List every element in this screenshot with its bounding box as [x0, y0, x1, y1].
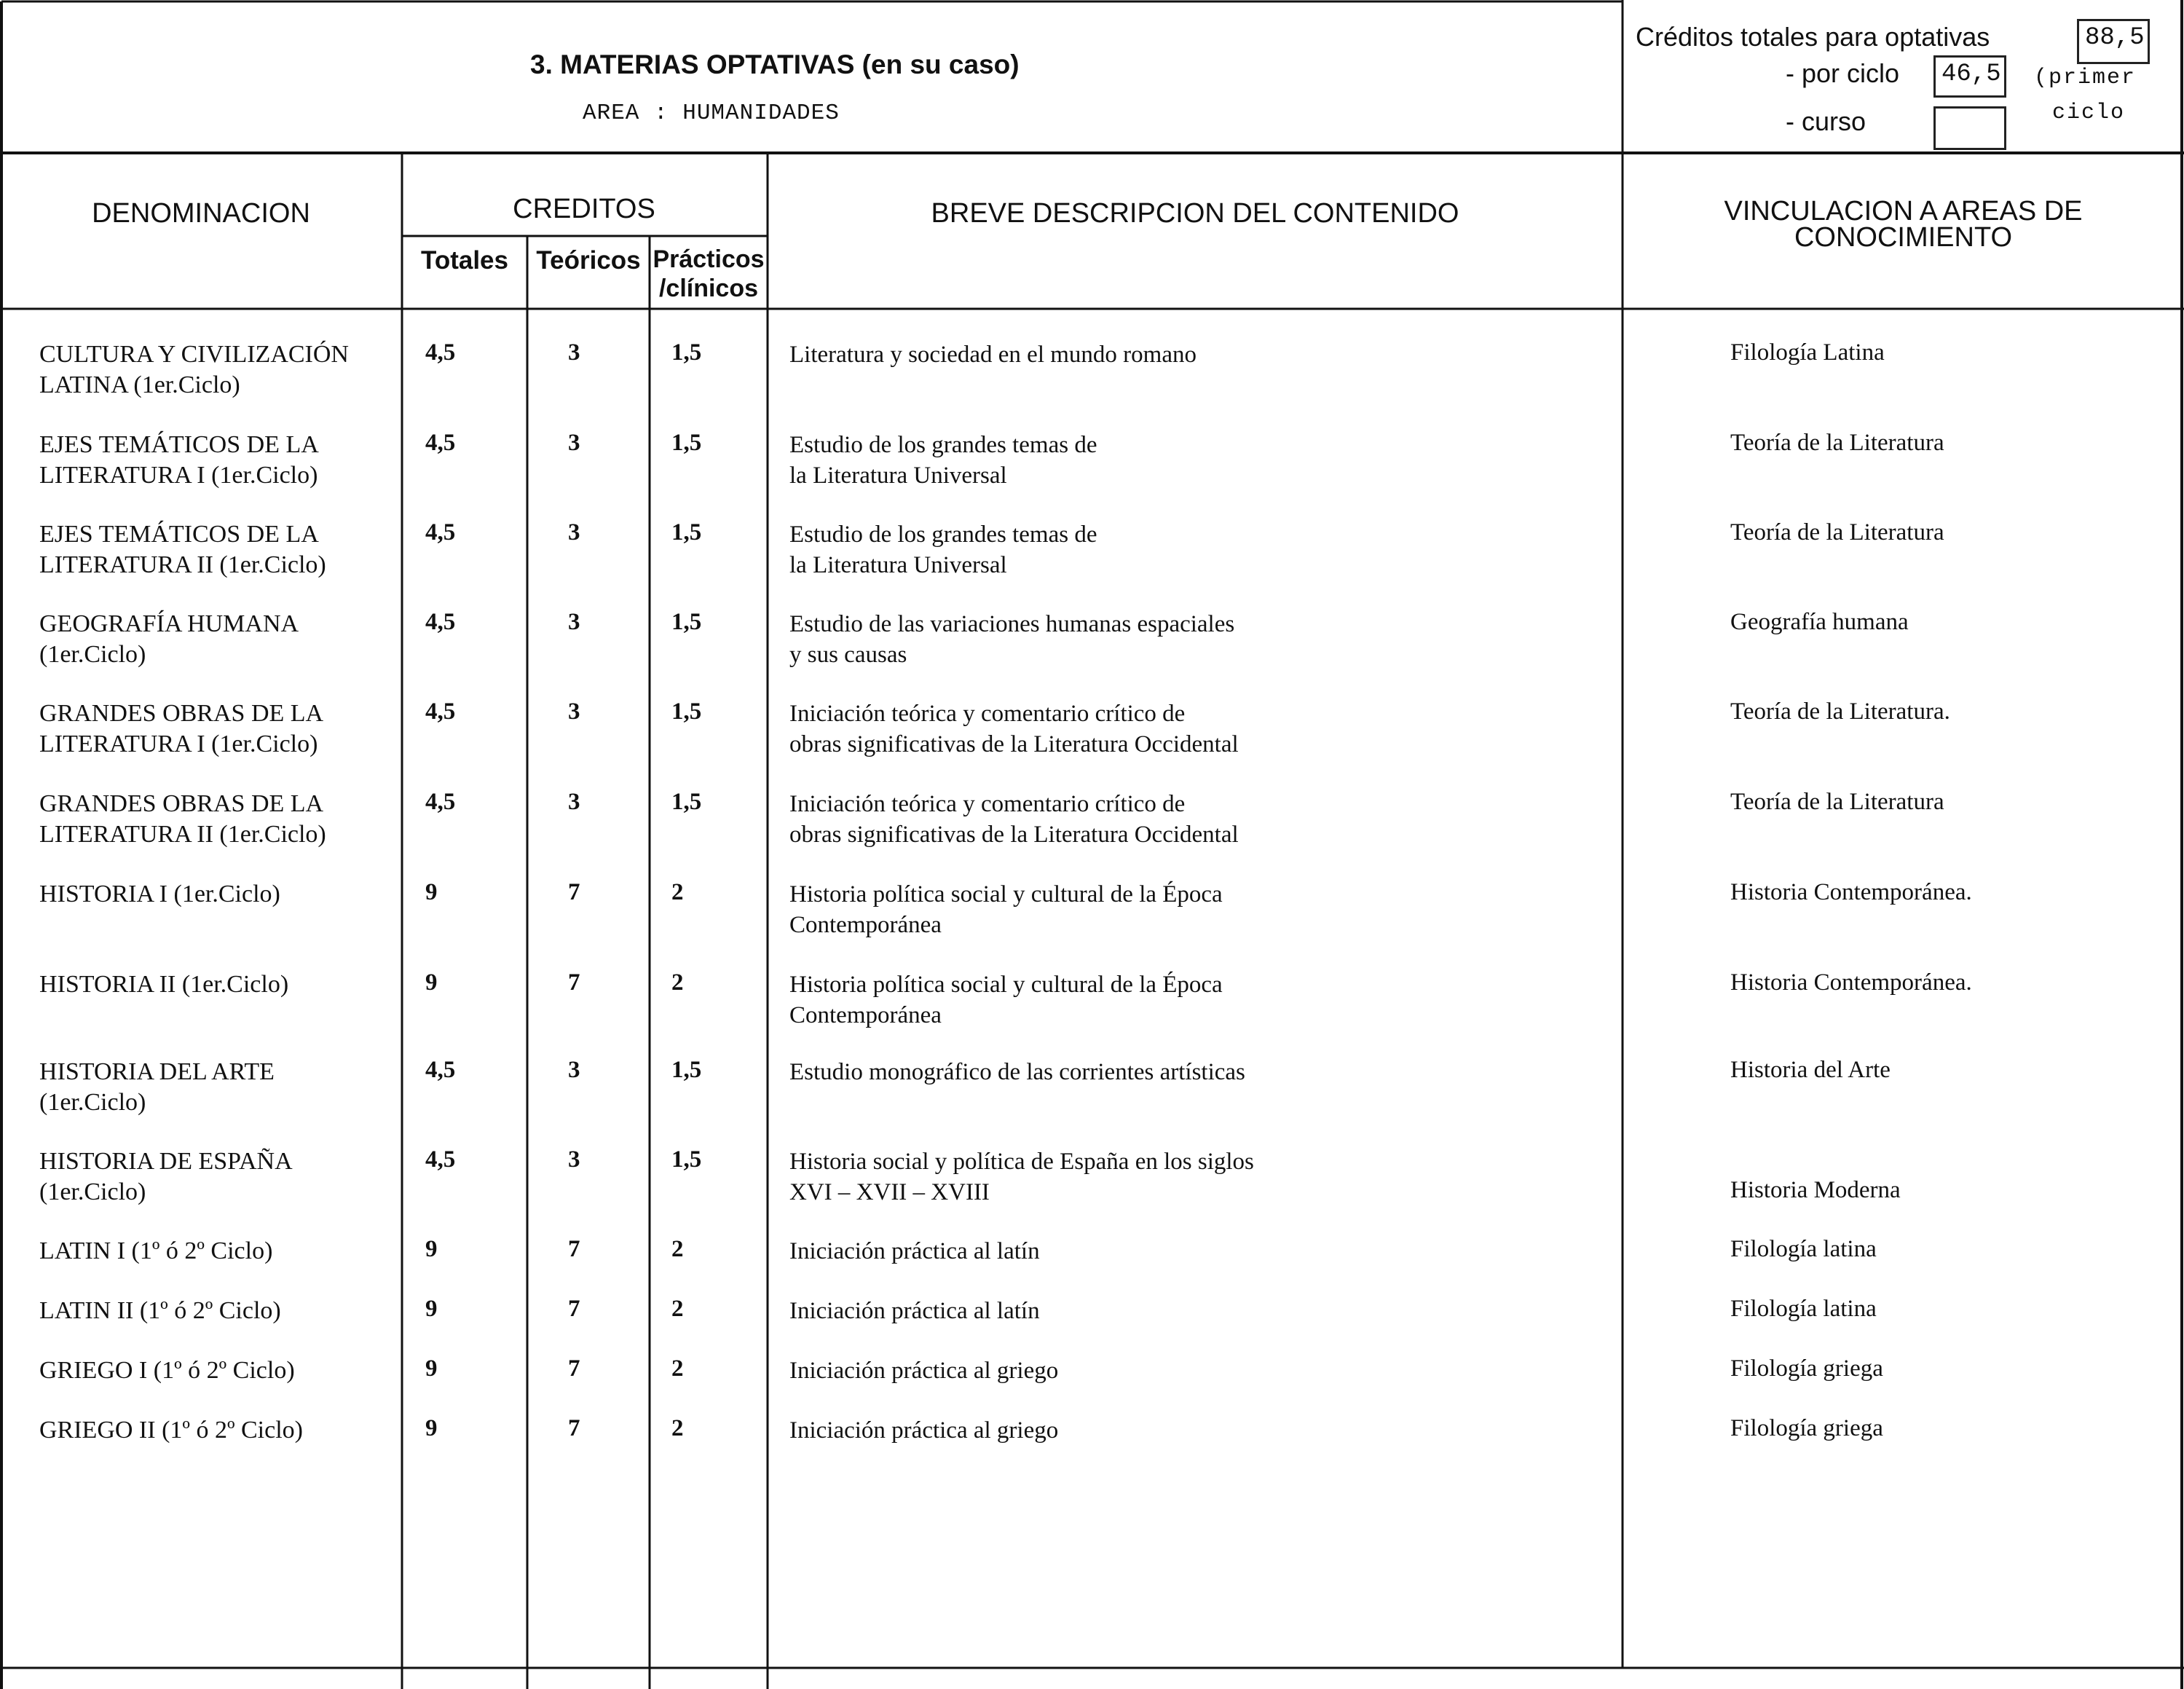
denominacion-line2: (1er.Ciclo)	[39, 1089, 146, 1116]
creditos-teoricos: 3	[568, 519, 580, 546]
denominacion-line1: LATIN II (1º ó 2º Ciclo)	[39, 1297, 281, 1324]
creditos-totales: 9	[425, 1236, 438, 1262]
descripcion-line1: Estudio de los grandes temas de	[789, 432, 1097, 458]
creditos-practicos: 1,5	[671, 698, 702, 725]
creditos-totales: 9	[425, 1296, 438, 1322]
descripcion-line2: Contemporánea	[789, 912, 942, 938]
descripcion-line2: Contemporánea	[789, 1002, 942, 1028]
creditos-practicos: 2	[671, 969, 684, 996]
area-conocimiento: Historia Contemporánea.	[1730, 969, 1972, 996]
creditos-teoricos: 7	[568, 969, 580, 996]
creditos-practicos: 2	[671, 1415, 684, 1441]
descripcion-line1: Estudio de los grandes temas de	[789, 521, 1097, 548]
denominacion-line1: LATIN I (1º ó 2º Ciclo)	[39, 1237, 273, 1264]
denominacion-line1: GEOGRAFÍA HUMANA	[39, 610, 299, 637]
section-title: 3. MATERIAS OPTATIVAS (en su caso)	[530, 50, 1020, 79]
creditos-practicos: 1,5	[671, 519, 702, 546]
denominacion-line1: HISTORIA II (1er.Ciclo)	[39, 971, 289, 998]
por-ciclo-field: 46,5	[1933, 55, 2006, 98]
creditos-totales: 4,5	[425, 430, 456, 456]
creditos-practicos: 1,5	[671, 430, 702, 456]
creditos-totales: 9	[425, 879, 438, 905]
creditos-teoricos: 3	[568, 789, 580, 815]
creditos-teoricos: 7	[568, 1355, 580, 1382]
creditos-totales: 4,5	[425, 698, 456, 725]
creditos-practicos: 1,5	[671, 789, 702, 815]
descripcion-line1: Estudio de las variaciones humanas espaciales	[789, 611, 1235, 637]
creditos-teoricos: 3	[568, 698, 580, 725]
curso-field	[1933, 106, 2006, 150]
creditos-totales: 4,5	[425, 1146, 456, 1173]
area-conocimiento: Geografía humana	[1730, 609, 1909, 635]
descripcion-line1: Iniciación práctica al latín	[789, 1238, 1040, 1264]
descripcion-line2: obras significativas de la Literatura Occidental	[789, 822, 1239, 848]
creditos-practicos: 2	[671, 1236, 684, 1262]
denominacion-line1: GRIEGO I (1º ó 2º Ciclo)	[39, 1357, 295, 1384]
creditos-teoricos: 3	[568, 430, 580, 456]
denominacion-line2: LITERATURA II (1er.Ciclo)	[39, 551, 326, 578]
descripcion-line1: Iniciación práctica al griego	[789, 1417, 1059, 1444]
denominacion-line2: LITERATURA I (1er.Ciclo)	[39, 462, 318, 489]
creditos-totales: 9	[425, 969, 438, 996]
descripcion-line2: obras significativas de la Literatura Occidental	[789, 731, 1239, 757]
descripcion-line1: Iniciación teórica y comentario crítico de	[789, 701, 1186, 727]
column-header-practicos-line1: Prácticos	[653, 245, 765, 273]
denominacion-line1: HISTORIA DE ESPAÑA	[39, 1148, 293, 1175]
column-header-practicos-line2: /clínicos	[658, 275, 759, 302]
denominacion-line2: (1er.Ciclo)	[39, 1178, 146, 1205]
column-header-practicos	[650, 245, 768, 303]
denominacion-line1: CULTURA Y CIVILIZACIÓN	[39, 341, 349, 368]
creditos-totales-field: 88,5	[2077, 19, 2150, 64]
descripcion-line2: XVI – XVII – XVIII	[789, 1179, 990, 1205]
denominacion-line1: HISTORIA DEL ARTE	[39, 1058, 275, 1085]
denominacion-line2: LITERATURA II (1er.Ciclo)	[39, 821, 326, 848]
denominacion-line1: GRANDES OBRAS DE LA	[39, 790, 324, 817]
area-conocimiento: Filología latina	[1730, 1236, 1877, 1262]
descripcion-line2: y sus causas	[789, 642, 907, 668]
creditos-teoricos: 7	[568, 1236, 580, 1262]
descripcion-line1: Iniciación teórica y comentario crítico de	[789, 791, 1186, 817]
descripcion-line2: la Literatura Universal	[789, 462, 1007, 489]
descripcion-line2: la Literatura Universal	[789, 552, 1007, 578]
column-header-denominacion: DENOMINACION	[92, 198, 310, 229]
area-conocimiento: Teoría de la Literatura.	[1730, 698, 1950, 725]
creditos-totales-label: Créditos totales para optativas	[1636, 22, 1990, 52]
descripcion-line1: Literatura y sociedad en el mundo romano	[789, 342, 1197, 368]
creditos-teoricos: 7	[568, 879, 580, 905]
denominacion-line2: LATINA (1er.Ciclo)	[39, 371, 240, 398]
creditos-teoricos: 7	[568, 1296, 580, 1322]
area-conocimiento: Historia Contemporánea.	[1730, 879, 1972, 905]
descripcion-line1: Historia política social y cultural de la Época	[789, 972, 1223, 998]
curso-label: - curso	[1786, 106, 1866, 136]
area-conocimiento: Filología griega	[1730, 1415, 1883, 1441]
area-conocimiento: Historia Moderna	[1730, 1177, 1901, 1203]
creditos-practicos: 1,5	[671, 609, 702, 635]
ciclo-note-line1: (primer	[2034, 66, 2137, 90]
column-header-descripcion: BREVE DESCRIPCION DEL CONTENIDO	[931, 198, 1459, 229]
descripcion-line1: Historia política social y cultural de la Época	[789, 881, 1223, 908]
descripcion-line1: Iniciación práctica al griego	[789, 1358, 1059, 1384]
denominacion-line1: GRIEGO II (1º ó 2º Ciclo)	[39, 1417, 303, 1444]
area-label: AREA : HUMANIDADES	[583, 101, 840, 126]
area-conocimiento: Filología latina	[1730, 1296, 1877, 1322]
por-ciclo-label: - por ciclo	[1786, 58, 1900, 88]
creditos-teoricos: 3	[568, 1146, 580, 1173]
creditos-totales: 4,5	[425, 339, 456, 366]
column-header-vinculacion-line1: VINCULACION A AREAS DE	[1724, 196, 2083, 227]
creditos-totales: 4,5	[425, 1057, 456, 1083]
area-conocimiento: Teoría de la Literatura	[1730, 430, 1944, 456]
column-header-teoricos: Teóricos	[536, 246, 641, 275]
denominacion-line1: EJES TEMÁTICOS DE LA	[39, 431, 319, 458]
area-conocimiento: Historia del Arte	[1730, 1057, 1891, 1083]
column-header-creditos: CREDITOS	[513, 194, 655, 224]
creditos-totales: 4,5	[425, 519, 456, 546]
creditos-teoricos: 3	[568, 339, 580, 366]
area-conocimiento: Filología Latina	[1730, 339, 1885, 366]
creditos-practicos: 1,5	[671, 1057, 702, 1083]
creditos-totales: 9	[425, 1355, 438, 1382]
creditos-practicos: 1,5	[671, 1146, 702, 1173]
column-header-vinculacion-line2: CONOCIMIENTO	[1794, 222, 2013, 253]
denominacion-line1: EJES TEMÁTICOS DE LA	[39, 521, 319, 548]
creditos-totales: 9	[425, 1415, 438, 1441]
area-conocimiento: Teoría de la Literatura	[1730, 519, 1944, 546]
creditos-teoricos: 7	[568, 1415, 580, 1441]
creditos-totales: 4,5	[425, 789, 456, 815]
column-header-totales: Totales	[421, 246, 508, 275]
creditos-practicos: 2	[671, 1355, 684, 1382]
denominacion-line2: LITERATURA I (1er.Ciclo)	[39, 731, 318, 757]
creditos-teoricos: 3	[568, 1057, 580, 1083]
creditos-teoricos: 3	[568, 609, 580, 635]
area-conocimiento: Filología griega	[1730, 1355, 1883, 1382]
creditos-practicos: 2	[671, 879, 684, 905]
descripcion-line1: Historia social y política de España en los siglos	[789, 1149, 1254, 1175]
column-header-vinculacion	[1623, 198, 2184, 251]
ciclo-note-line2: ciclo	[2052, 101, 2126, 125]
denominacion-line2: (1er.Ciclo)	[39, 641, 146, 668]
area-conocimiento: Teoría de la Literatura	[1730, 789, 1944, 815]
descripcion-line1: Estudio monográfico de las corrientes artísticas	[789, 1059, 1245, 1085]
denominacion-line1: GRANDES OBRAS DE LA	[39, 700, 324, 727]
creditos-practicos: 2	[671, 1296, 684, 1322]
denominacion-line1: HISTORIA I (1er.Ciclo)	[39, 881, 280, 908]
descripcion-line1: Iniciación práctica al latín	[789, 1298, 1040, 1324]
creditos-totales: 4,5	[425, 609, 456, 635]
creditos-practicos: 1,5	[671, 339, 702, 366]
